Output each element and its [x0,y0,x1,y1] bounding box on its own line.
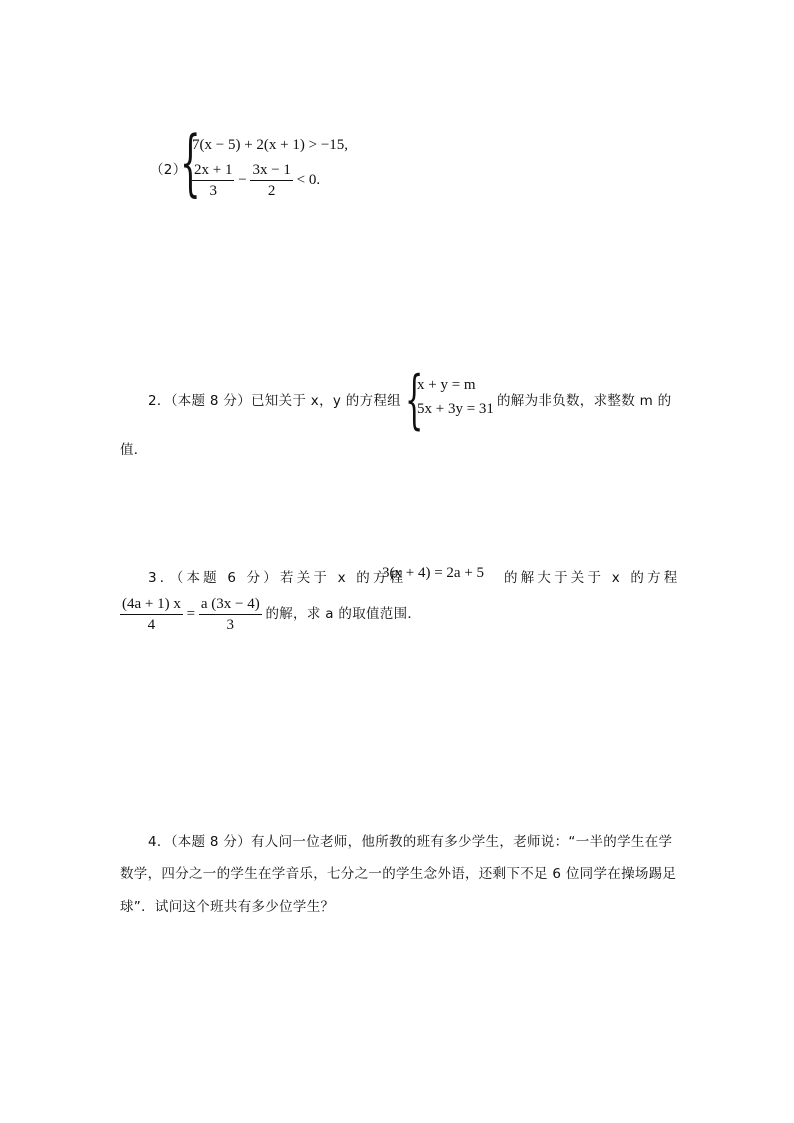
q1-2-fraction-1 [192,162,234,199]
q1-2-label: （2） [150,162,187,178]
q3-suffix: 的解大于关于 x 的方程 [504,570,681,586]
q3-fraction-1 [120,596,183,633]
q3-fraction-2-numerator: a (3x − 4) [199,596,262,615]
q3-fraction-2 [199,596,262,633]
q2-brace: { [405,363,424,437]
q1-2-fraction-2-numerator: 3x − 1 [250,162,292,181]
q4-line2: 数学，四分之一的学生在学音乐，七分之一的学生念外语，还剩下不足 6 位同学在操场踢足 [120,866,677,882]
q4-line3: 球”．试问这个班共有多少位学生？ [120,899,335,915]
q2-eq1: x + y = m [417,377,476,393]
q3-line2 [120,596,421,633]
q3-fraction-1-denominator: 4 [147,617,156,633]
q1-2-fraction-2 [250,162,292,199]
q3-prefix: 3．（本题 6 分）若关于 x 的方程 [148,570,407,586]
q3-fraction-2-denominator: 3 [226,617,234,633]
q2-eq2: 5x + 3y = 31 [417,401,494,417]
q4-line1: 4．（本题 8 分）有人问一位老师，他所教的班有多少学生，老师说：“一半的学生在学 [148,834,673,850]
q1-2-fraction-1-numerator: 2x + 1 [192,162,234,181]
q2-suffix: 的解为非负数，求整数 m 的 [497,393,672,409]
q1-2-fraction-1-denominator: 3 [209,183,217,199]
q1-2-line1: 7(x − 5) + 2(x + 1) > −15, [192,137,349,153]
q3-tail: 的解，求 a 的取值范围． [265,605,422,622]
q1-2-tail: < 0. [296,171,321,188]
q3-fraction-1-numerator: (4a + 1) x [120,596,183,615]
q3-equation: 3(x + 4) = 2a + 5 [382,565,485,581]
q1-2-fraction-2-denominator: 2 [267,183,276,199]
q3-equals: = [186,605,196,622]
q1-2-line2 [192,162,320,199]
q2-prefix: 2．（本题 8 分）已知关于 x，y 的方程组 [148,393,401,409]
q1-2-brace: { [180,120,201,204]
q1-2-minus: − [238,171,247,188]
q2-line2: 值． [120,442,148,458]
